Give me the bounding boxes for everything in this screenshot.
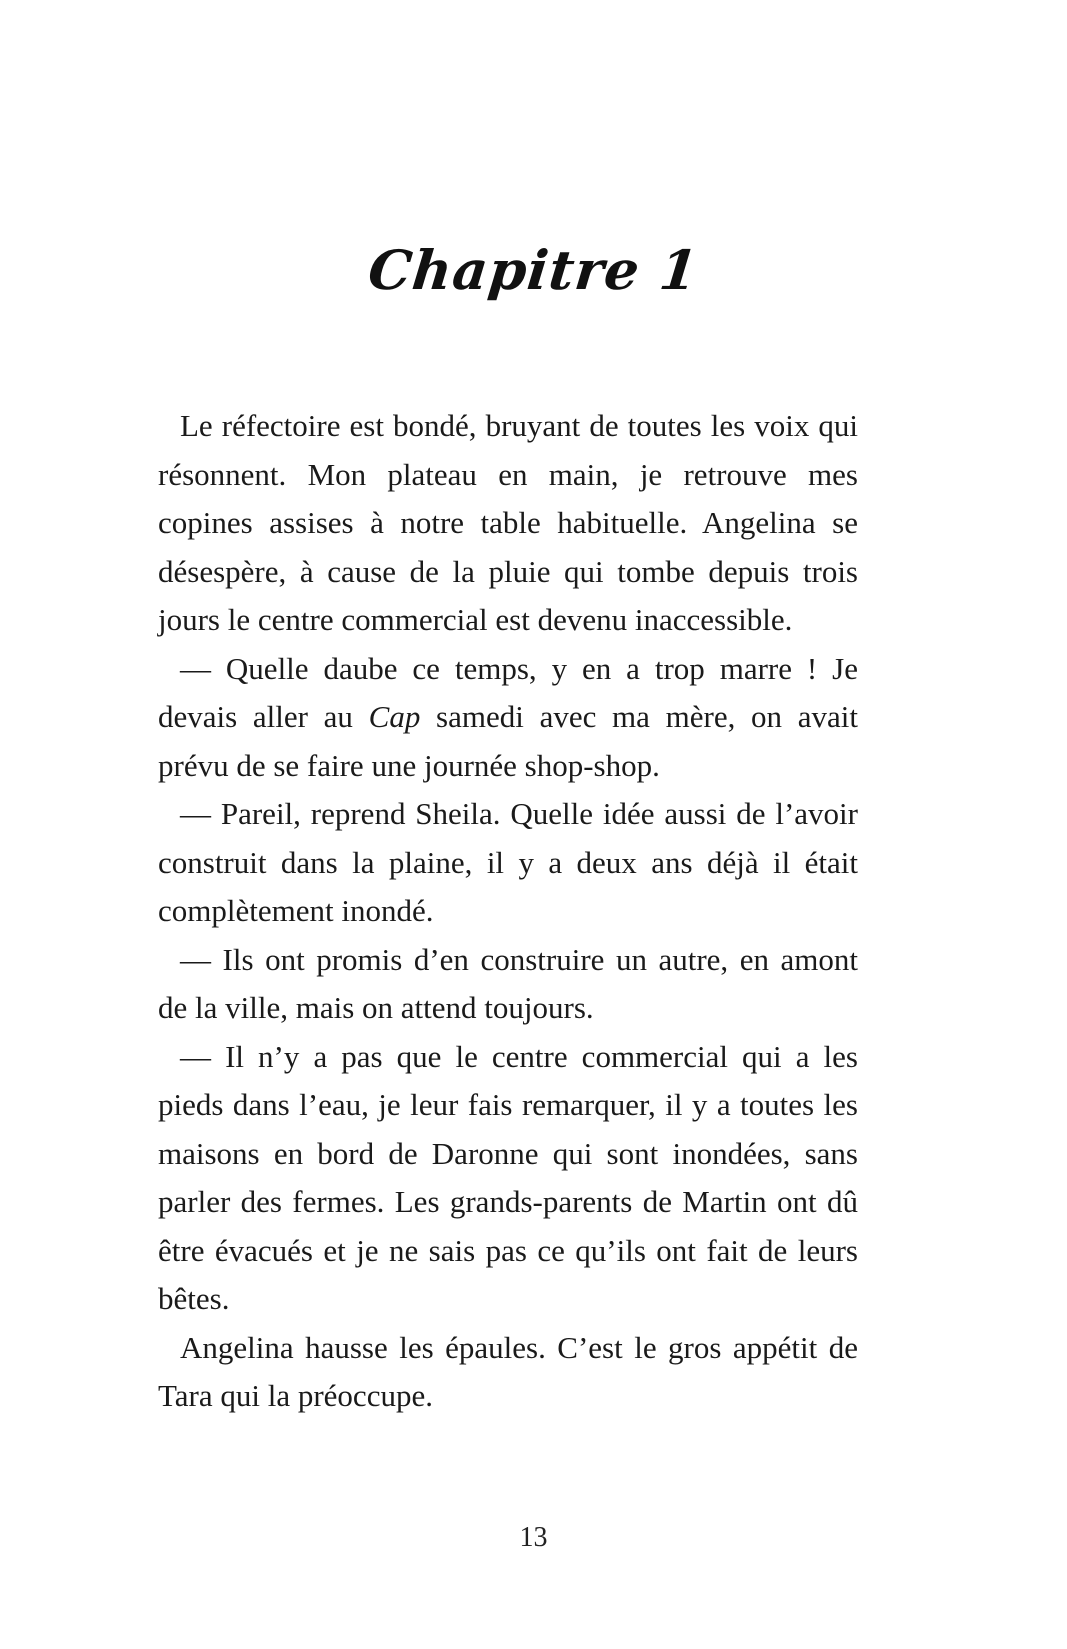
paragraph: — Ils ont promis d’en construire un autre, en amont de la ville, mais on attend toujours. <box>158 941 858 1025</box>
chapter-title: Chapitre 1 <box>365 238 702 302</box>
paragraph: Le réfectoire est bondé, bruyant de toutes les voix qui résonnent. Mon plateau en main, je retrouve mes copines assises à notre table habituelle. Angelina se désespère, à cause de la pluie qui tombe depuis trois jours le centre commercial est devenu inaccessible. <box>158 408 858 637</box>
paragraph-text: samedi avec ma mère, on avait prévu de se faire une journée shop-shop. <box>158 699 858 783</box>
page-number: 13 <box>519 1522 548 1553</box>
paragraph <box>158 645 858 791</box>
paragraph-text: — Quelle daube ce temps, y en a trop marre ! Je devais aller au <box>158 650 858 734</box>
italic-place-name: Cap <box>368 699 421 734</box>
paragraph: — Pareil, reprend Sheila. Quelle idée aussi de l’avoir construit dans la plaine, il y a deux ans déjà il était complètement inondé. <box>158 796 858 928</box>
body-text <box>158 402 858 1421</box>
paragraph: — Il n’y a pas que le centre commercial qui a les pieds dans l’eau, je leur fais remarquer, il y a toutes les maisons en bord de Daronne qui sont inondées, sans parler des fermes. Les grands-parents de Martin ont dû être évacués et je ne sais pas ce qu’ils ont fait de leurs bêtes. <box>158 1038 858 1316</box>
paragraph: Angelina hausse les épaules. C’est le gros appétit de Tara qui la préoccupe. <box>158 1329 858 1413</box>
